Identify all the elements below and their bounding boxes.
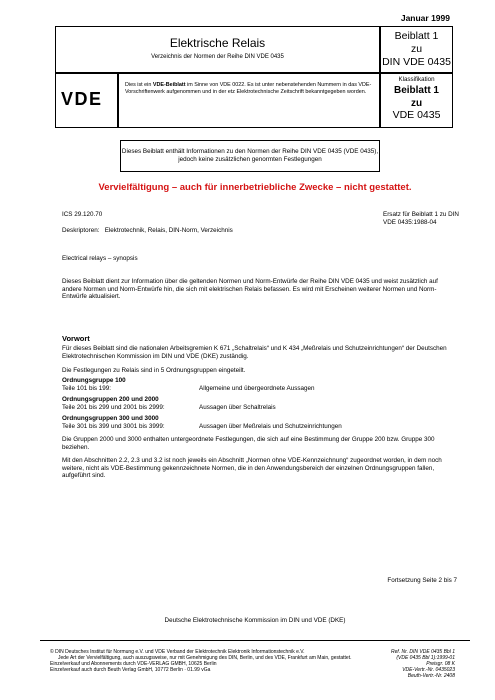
deskriptoren bbox=[62, 227, 233, 235]
intro-text bbox=[118, 73, 380, 128]
vorwort-heading: Vorwort bbox=[62, 334, 90, 343]
group-heading: Ordnungsgruppen 200 und 2000 bbox=[62, 396, 159, 403]
deskriptoren-value: Elektrotechnik, Relais, DIN-Norm, Verzeichnis bbox=[104, 227, 233, 234]
copyright-continuation: Jede Art der Vervielfältigung, auch auszugsweise, nur mit Genehmigung des DIN, Berlin, und des VDE, Frankfurt am Main, gestattet. bbox=[58, 655, 352, 661]
publication-date: Januar 1999 bbox=[400, 13, 450, 23]
group-heading: Ordnungsgruppe 100 bbox=[62, 377, 126, 384]
document-title: Elektrische Relais bbox=[169, 36, 266, 50]
english-title: Electrical relays – synopsis bbox=[62, 255, 138, 262]
klassifikation-vde: VDE 0435 bbox=[392, 109, 441, 121]
ics-code: ICS 29.120.70 bbox=[62, 211, 103, 218]
copyright-line: © DIN Deutsches Institut für Normung e.V. und VDE Verband der Elektrotechnik Elektronik Informationstechnik e.V. bbox=[50, 649, 305, 655]
ersatz-note: Ersatz für Beiblatt 1 zu DIN VDE 0435:1988-04 bbox=[383, 211, 459, 226]
footer-copyright bbox=[50, 649, 380, 673]
abstract-paragraph: Dieses Beiblatt dient zur Information über die geltenden Normen und Norm-Entwürfe der Reihe DIN VDE 0435 und weist zusätzlich auf andere Normen und Norm-Entwürfe hin, die sich mit elektrischen Relais befassen. Es wird mit Erscheinen weiterer Normen und Norm-Entwürfe aktualisiert. bbox=[62, 278, 438, 301]
group-range: Teile 101 bis 199: bbox=[62, 384, 112, 392]
footer-reference bbox=[345, 649, 455, 679]
group-description: Aussagen über Schaltrelais bbox=[199, 403, 276, 411]
doc-number-line: zu bbox=[410, 43, 423, 55]
group-description: Aussagen über Meßrelais und Schutzeinrichtungen bbox=[199, 422, 342, 430]
vorwort-paragraph: Mit den Abschnitten 2.2, 2.3 und 3.2 ist noch jeweils ein Abschnitt „Normen ohne VDE-Kennzeichnung“ zugeordnet worden, in dem noch weitere, nicht als VDE-Bestimmung gekennzeichnete Normen, die in den Anwendungsbereich der einzelnen Ordnungsgruppen fallen, aufgeführt sind. bbox=[62, 457, 442, 480]
sales-line: Einzelverkauf und Abonnements durch VDE-VERLAG GMBH, 10625 Berlin bbox=[50, 661, 217, 667]
ref-line: Preisgr. 08 K bbox=[426, 661, 455, 667]
group-range: Teile 201 bis 299 und 2001 bis 2999: bbox=[62, 403, 165, 411]
ordnungsgruppe bbox=[62, 396, 276, 411]
intro-prefix: Dies ist ein bbox=[125, 82, 153, 88]
sales-line: Einzelverkauf auch durch Beuth Verlag GmbH, 10772 Berlin · 01.99 vGa bbox=[50, 667, 211, 673]
group-heading: Ordnungsgruppen 300 und 3000 bbox=[62, 415, 159, 422]
continuation-note: Fortsetzung Seite 2 bis 7 bbox=[387, 577, 457, 584]
deskriptoren-label: Deskriptoren: bbox=[62, 227, 100, 234]
vorwort-paragraph: Die Gruppen 2000 und 3000 enthalten untergeordnete Festlegungen, die sich auf eine Bestimmung der Gruppe 200 bzw. Gruppe 300 beziehen. bbox=[62, 436, 435, 451]
ordnungsgruppe bbox=[62, 415, 342, 430]
footer-divider bbox=[40, 640, 470, 641]
group-range: Teile 301 bis 399 und 3001 bis 3999: bbox=[62, 422, 165, 430]
doc-number-line: Beiblatt 1 bbox=[394, 30, 439, 42]
klassifikation-label: Klassifikation bbox=[398, 76, 435, 83]
ref-line: VDE-Vertr.-Nr. 0435023 bbox=[402, 667, 455, 673]
klassifikation-box bbox=[380, 73, 453, 128]
document-number-box bbox=[380, 26, 453, 73]
document-subtitle: Verzeichnis der Normen der Reihe DIN VDE 0435 bbox=[151, 54, 284, 60]
klassifikation-line: Beiblatt 1 bbox=[393, 85, 439, 96]
ordnungsgruppe bbox=[62, 377, 315, 392]
ref-line: Ref. Nr. DIN VDE 0435 Bbl 1 bbox=[390, 649, 455, 655]
commission-name: Deutsche Elektrotechnische Kommission im DIN und VDE (DKE) bbox=[164, 617, 346, 624]
vde-logo-box bbox=[55, 73, 118, 128]
vorwort-paragraph: Die Festlegungen zu Relais sind in 5 Ordnungsgruppen eingeteilt. bbox=[62, 367, 246, 374]
ref-line: Beuth-Vertr.-Nr. 2408 bbox=[407, 673, 455, 679]
vde-logo: VDE bbox=[61, 89, 103, 109]
intro-rest: im Sinne von VDE 0022. Es ist unter nebenstehenden Nummern in das VDE-Vorschriftenwerk aufgenommen und in der etz Elektrotechnische Zeitschrift bekanntgegeben worden. bbox=[125, 82, 372, 95]
doc-number-line: DIN VDE 0435 bbox=[382, 56, 451, 68]
vorwort-paragraph: Für dieses Beiblatt sind die nationalen Arbeitsgremien K 671 „Schaltrelais“ und K 434 „Meßrelais und Schutzeinrichtungen“ der Deutschen Elektrotechnischen Kommission im DIN und VDE (DKE) zuständig. bbox=[62, 345, 447, 360]
title-box bbox=[55, 26, 380, 73]
copy-warning: Vervielfältigung – auch für innerbetriebliche Zwecke – nicht gestattet. bbox=[98, 182, 412, 193]
ref-line: (VDE 0435 Bbl 1):1999-01 bbox=[396, 655, 455, 661]
klassifikation-line: zu bbox=[410, 98, 423, 109]
intro-bold: VDE-Beiblatt bbox=[152, 82, 186, 88]
group-description: Allgemeine und übergeordnete Aussagen bbox=[199, 384, 315, 392]
info-box: Dieses Beiblatt enthält Informationen zu den Normen der Reihe DIN VDE 0435 (VDE 0435), jedoch keine zusätzlichen genormten Festlegungen bbox=[120, 140, 380, 172]
